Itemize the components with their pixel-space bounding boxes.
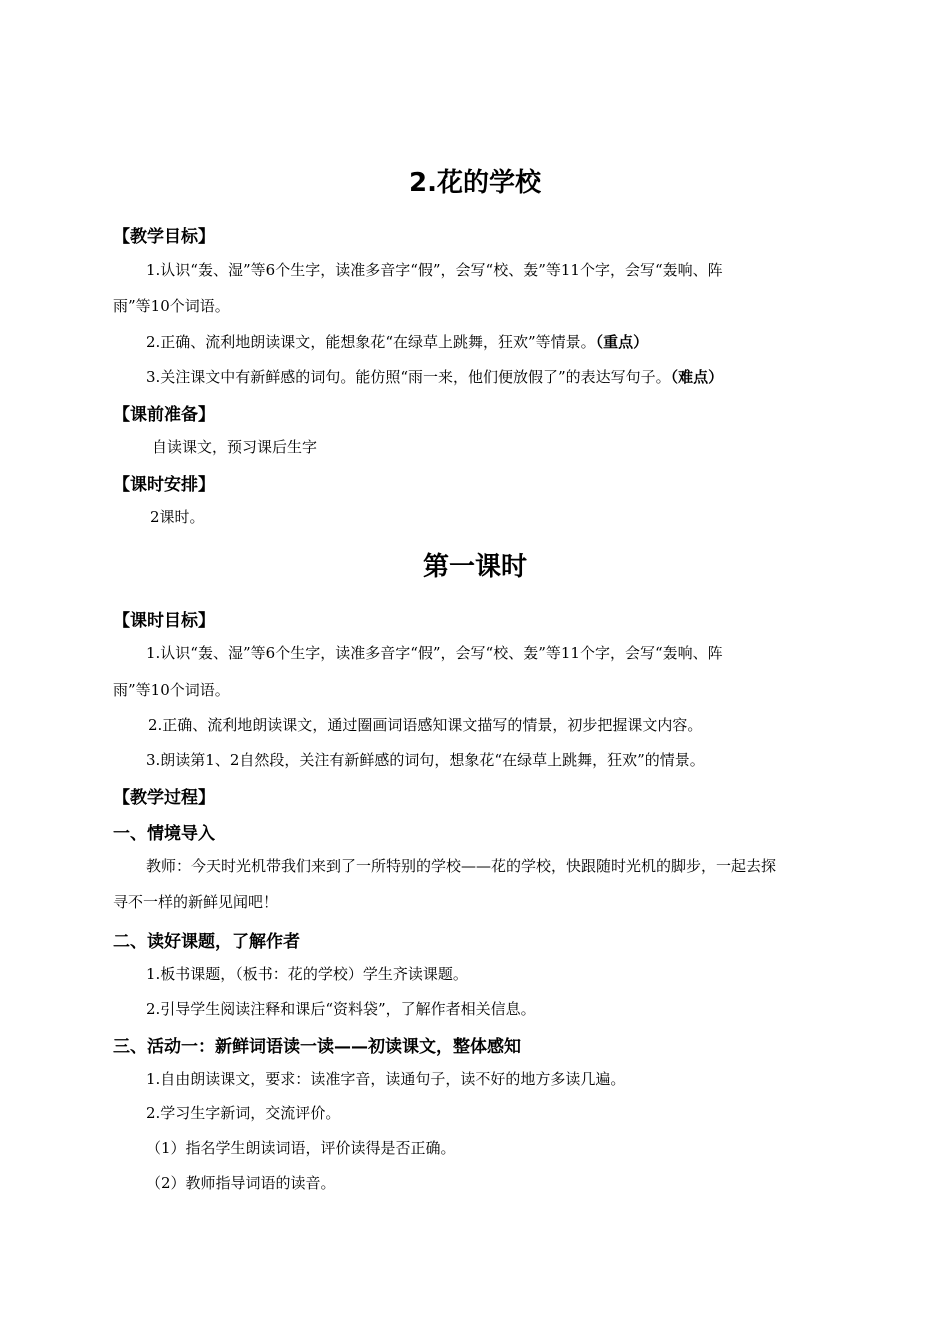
lesson-1-title: 第一课时	[422, 552, 527, 582]
prep-heading: 【课前准备】	[113, 405, 215, 425]
schedule-text: 2课时。	[150, 508, 205, 526]
key-point-tag: （重点）	[595, 333, 649, 351]
lesson-goal-3: 3.朗读第1、2自然段，关注有新鲜感的词句，想象花“在绿草上跳舞，狂欢”的情景。	[146, 751, 705, 769]
goal-item-3	[146, 366, 723, 387]
goal-item-1-line-1: 1.认识“轰、湿”等6个生字，读准多音字“假”，会写“校、轰”等11个字，会写“轰响、阵	[146, 261, 723, 279]
goal-item-2	[146, 331, 648, 352]
section-3-sub-1: （1）指名学生朗读词语，评价读得是否正确。	[146, 1139, 456, 1157]
teaching-goals-heading: 【教学目标】	[113, 227, 215, 247]
lesson-goal-1-line-1: 1.认识“轰、湿”等6个生字，读准多音字“假”，会写“校、轰”等11个字，会写“轰响、阵	[146, 644, 723, 662]
section-3-item-1: 1.自由朗读课文，要求：读准字音，读通句子，读不好的地方多读几遍。	[146, 1070, 626, 1088]
lesson-goal-1-line-2: 雨”等10个词语。	[113, 681, 230, 699]
goal-item-1-line-2: 雨”等10个词语。	[113, 297, 230, 315]
section-2-title: 二、读好课题，了解作者	[113, 932, 300, 952]
section-1-line-1: 教师：今天时光机带我们来到了一所特别的学校——花的学校，快跟随时光机的脚步，一起去探	[146, 857, 777, 875]
schedule-heading: 【课时安排】	[113, 475, 215, 495]
lesson-goal-2: 2.正确、流利地朗读课文，通过圈画词语感知课文描写的情景，初步把握课文内容。	[148, 716, 703, 734]
section-2-item-1: 1.板书课题，（板书：花的学校）学生齐读课题。	[146, 965, 468, 983]
difficult-point-tag: （难点）	[670, 368, 724, 386]
page-title: 2.花的学校	[409, 168, 541, 198]
goal-item-3-text: 3.关注课文中有新鲜感的词句。能仿照“雨一来，他们便放假了”的表达写句子。	[146, 368, 671, 386]
section-3-item-2: 2.学习生字新词，交流评价。	[146, 1104, 341, 1122]
section-3-title: 三、活动一：新鲜词语读一读——初读课文，整体感知	[113, 1037, 521, 1057]
section-2-item-2: 2.引导学生阅读注释和课后“资料袋”，了解作者相关信息。	[146, 1000, 536, 1018]
section-1-title: 一、情境导入	[113, 824, 215, 844]
prep-text: 自读课文，预习课后生字	[152, 438, 318, 456]
lesson-goals-heading: 【课时目标】	[113, 611, 215, 631]
section-1-line-2: 寻不一样的新鲜见闻吧！	[113, 893, 279, 911]
process-heading: 【教学过程】	[113, 788, 215, 808]
goal-item-2-text: 2.正确、流利地朗读课文，能想象花“在绿草上跳舞，狂欢”等情景。	[146, 333, 596, 351]
section-3-sub-2: （2）教师指导词语的读音。	[146, 1174, 336, 1192]
